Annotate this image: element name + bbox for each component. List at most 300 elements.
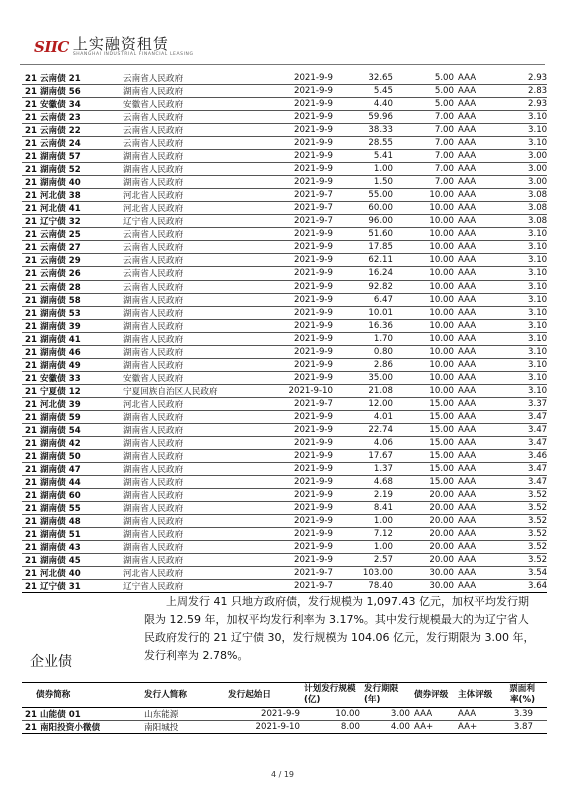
cell-coupon-rate: 3.10 bbox=[528, 333, 547, 344]
table-row bbox=[22, 306, 547, 319]
cell-term: 10.00 bbox=[395, 306, 456, 319]
cell-term: 10.00 bbox=[395, 293, 456, 306]
cell-issue-date: 2021-9-9 bbox=[265, 541, 335, 554]
cell-bond-name: 21 云南债 24 bbox=[22, 137, 121, 150]
cell-issue-date: 2021-9-7 bbox=[265, 215, 335, 228]
summary-paragraph: 上周发行 41 只地方政府债，发行规模为 1,097.43 亿元，加权平均发行期限为 12.59 年，加权平均发行利率为 3.17%。其中发行规模最大的为辽宁省人民政府发行的 21 辽宁债 30，发行规模为 104.06 亿元，发行期限为 3.00 年，发行利率为 2.78%。 bbox=[144, 595, 535, 662]
table-row bbox=[22, 541, 547, 554]
cell-issue-size: 78.40 bbox=[335, 580, 395, 593]
table-row bbox=[22, 319, 547, 332]
header-term: 发行期限(年) bbox=[362, 683, 412, 708]
cell-issuer: 湖南省人民政府 bbox=[121, 85, 265, 98]
cell-coupon-rate: 3.08 bbox=[528, 190, 547, 201]
cell-issue-size: 0.80 bbox=[335, 345, 395, 358]
table-row bbox=[22, 462, 547, 475]
cell-coupon-rate: 3.00 bbox=[528, 151, 547, 162]
cell-rating: AAA bbox=[456, 423, 526, 436]
cell-bond-name: 21 湖南债 57 bbox=[22, 150, 121, 163]
company-name-en: SHANGHAI INDUSTRIAL FINANCIAL LEASING bbox=[72, 52, 194, 57]
cell-issuer: 云南省人民政府 bbox=[121, 228, 265, 241]
cell-issuer: 湖南省人民政府 bbox=[121, 462, 265, 475]
cell-bond-name: 21 安徽债 33 bbox=[22, 371, 121, 384]
table-row bbox=[22, 384, 547, 397]
cell-bond-name: 21 湖南债 51 bbox=[22, 528, 121, 541]
cell-issuer: 河北省人民政府 bbox=[121, 189, 265, 202]
cell-bond-name: 21 宁夏债 12 bbox=[22, 384, 121, 397]
cell-issue-size: 5.45 bbox=[335, 85, 395, 98]
cell-term: 7.00 bbox=[395, 163, 456, 176]
cell-rating: AAA bbox=[456, 72, 526, 85]
cell-bond-name: 21 云南债 22 bbox=[22, 124, 121, 137]
cell-issue-size: 22.74 bbox=[335, 423, 395, 436]
cell-issue-size: 10.01 bbox=[335, 306, 395, 319]
cell-bond-name: 21 湖南债 48 bbox=[22, 515, 121, 528]
cell-issuer: 安徽省人民政府 bbox=[121, 98, 265, 111]
cell-bond-name: 21 湖南债 47 bbox=[22, 462, 121, 475]
cell-issuer: 湖南省人民政府 bbox=[121, 150, 265, 163]
cell-issue-size: 21.08 bbox=[335, 384, 395, 397]
cell-issuer: 河北省人民政府 bbox=[121, 567, 265, 580]
cell-term: 10.00 bbox=[395, 371, 456, 384]
cell-issue-date: 2021-9-9 bbox=[265, 124, 335, 137]
cell-issue-size: 1.70 bbox=[335, 332, 395, 345]
cell-coupon-rate: 3.87 bbox=[502, 721, 547, 734]
cell-term: 10.00 bbox=[395, 202, 456, 215]
cell-issue-size: 92.82 bbox=[335, 280, 395, 293]
cell-rating: AAA bbox=[456, 332, 526, 345]
cell-issue-size: 62.11 bbox=[335, 254, 395, 267]
cell-issue-size: 1.00 bbox=[335, 541, 395, 554]
table-row bbox=[22, 708, 547, 721]
cell-coupon-rate: 3.10 bbox=[528, 112, 547, 123]
cell-issue-date: 2021-9-9 bbox=[265, 449, 335, 462]
cell-term: 15.00 bbox=[395, 462, 456, 475]
table-row bbox=[22, 228, 547, 241]
cell-term: 20.00 bbox=[395, 541, 456, 554]
cell-issue-date: 2021-9-10 bbox=[265, 384, 335, 397]
table-row bbox=[22, 528, 547, 541]
cell-rating: AAA bbox=[456, 371, 526, 384]
cell-coupon-rate: 3.08 bbox=[528, 216, 547, 227]
table-row bbox=[22, 267, 547, 280]
cell-issuer: 云南省人民政府 bbox=[121, 111, 265, 124]
cell-term: 10.00 bbox=[395, 345, 456, 358]
cell-rating: AAA bbox=[456, 489, 526, 502]
cell-issue-size: 51.60 bbox=[335, 228, 395, 241]
cell-issuer: 湖南省人民政府 bbox=[121, 554, 265, 567]
cell-term: 10.00 bbox=[395, 228, 456, 241]
cell-rating: AAA bbox=[456, 306, 526, 319]
table-row bbox=[22, 98, 547, 111]
cell-rating: AAA bbox=[456, 98, 526, 111]
header-planned-size: 计划发行规模(亿) bbox=[302, 683, 362, 708]
cell-issue-date: 2021-9-9 bbox=[265, 98, 335, 111]
cell-issuer: 湖南省人民政府 bbox=[121, 332, 265, 345]
table-row bbox=[22, 721, 547, 734]
cell-issue-date: 2021-9-9 bbox=[265, 319, 335, 332]
local-government-bond-table bbox=[22, 72, 547, 593]
table-row bbox=[22, 332, 547, 345]
cell-issue-size: 1.00 bbox=[335, 163, 395, 176]
cell-term: 10.00 bbox=[395, 189, 456, 202]
table-row bbox=[22, 371, 547, 384]
table-row bbox=[22, 176, 547, 189]
cell-issue-date: 2021-9-7 bbox=[265, 189, 335, 202]
cell-bond-name: 21 湖南债 56 bbox=[22, 85, 121, 98]
cell-coupon-rate: 3.52 bbox=[528, 516, 547, 527]
cell-coupon-rate: 3.10 bbox=[528, 229, 547, 240]
cell-bond-name: 21 湖南债 40 bbox=[22, 176, 121, 189]
cell-issue-date: 2021-9-9 bbox=[265, 502, 335, 515]
cell-bond-name: 21 湖南债 60 bbox=[22, 489, 121, 502]
cell-issuer: 湖南省人民政府 bbox=[121, 436, 265, 449]
cell-planned-size: 10.00 bbox=[302, 708, 362, 721]
cell-issue-size: 55.00 bbox=[335, 189, 395, 202]
cell-rating: AAA bbox=[456, 528, 526, 541]
cell-planned-size: 8.00 bbox=[302, 721, 362, 734]
cell-term: 30.00 bbox=[395, 580, 456, 593]
cell-bond-name: 21 云南债 21 bbox=[22, 72, 121, 85]
cell-coupon-rate: 3.10 bbox=[528, 138, 547, 149]
cell-issue-date: 2021-9-9 bbox=[265, 163, 335, 176]
cell-bond-name: 21 辽宁债 32 bbox=[22, 215, 121, 228]
cell-term: 10.00 bbox=[395, 358, 456, 371]
cell-bond-name: 21 湖南债 49 bbox=[22, 358, 121, 371]
cell-term: 10.00 bbox=[395, 280, 456, 293]
cell-issuer: 辽宁省人民政府 bbox=[121, 580, 265, 593]
cell-term: 20.00 bbox=[395, 489, 456, 502]
cell-issue-size: 96.00 bbox=[335, 215, 395, 228]
header-issue-date: 发行起始日 bbox=[226, 683, 302, 708]
cell-rating: AAA bbox=[456, 189, 526, 202]
cell-issue-date: 2021-9-9 bbox=[265, 280, 335, 293]
cell-coupon-rate: 3.10 bbox=[528, 255, 547, 266]
table-row bbox=[22, 475, 547, 488]
cell-rating: AAA bbox=[456, 202, 526, 215]
header-bond-rating: 债券评级 bbox=[412, 683, 456, 708]
cell-bond-name: 21 湖南债 42 bbox=[22, 436, 121, 449]
cell-bond-name: 21 湖南债 46 bbox=[22, 345, 121, 358]
cell-coupon-rate: 3.47 bbox=[528, 424, 547, 435]
cell-term: 10.00 bbox=[395, 254, 456, 267]
cell-coupon-rate: 3.47 bbox=[528, 411, 547, 422]
cell-issue-date: 2021-9-9 bbox=[265, 423, 335, 436]
cell-issue-size: 35.00 bbox=[335, 371, 395, 384]
cell-issue-date: 2021-9-9 bbox=[265, 293, 335, 306]
cell-term: 7.00 bbox=[395, 176, 456, 189]
cell-term: 10.00 bbox=[395, 241, 456, 254]
cell-issue-date: 2021-9-9 bbox=[265, 137, 335, 150]
cell-issuer: 湖南省人民政府 bbox=[121, 515, 265, 528]
table-row bbox=[22, 580, 547, 593]
cell-issue-date: 2021-9-9 bbox=[226, 708, 302, 721]
table-row bbox=[22, 254, 547, 267]
cell-rating: AAA bbox=[456, 436, 526, 449]
cell-issue-date: 2021-9-9 bbox=[265, 228, 335, 241]
cell-coupon-rate: 3.64 bbox=[528, 581, 547, 592]
cell-bond-name: 21 辽宁债 31 bbox=[22, 580, 121, 593]
cell-coupon-rate: 2.93 bbox=[528, 99, 547, 110]
cell-issue-date: 2021-9-9 bbox=[265, 150, 335, 163]
cell-bond-name: 21 河北债 38 bbox=[22, 189, 121, 202]
cell-coupon-rate: 3.10 bbox=[528, 242, 547, 253]
cell-issuer: 湖南省人民政府 bbox=[121, 489, 265, 502]
cell-issue-date: 2021-9-9 bbox=[265, 475, 335, 488]
cell-issue-size: 2.57 bbox=[335, 554, 395, 567]
table-row bbox=[22, 150, 547, 163]
cell-issue-size: 6.47 bbox=[335, 293, 395, 306]
table-row bbox=[22, 502, 547, 515]
cell-bond-name: 21 湖南债 54 bbox=[22, 423, 121, 436]
cell-bond-name: 21 云南债 29 bbox=[22, 254, 121, 267]
cell-coupon-rate: 3.52 bbox=[528, 503, 547, 514]
table-row bbox=[22, 202, 547, 215]
cell-coupon-rate: 2.93 bbox=[528, 73, 547, 84]
cell-bond-name: 21 云南债 27 bbox=[22, 241, 121, 254]
cell-term: 10.00 bbox=[395, 215, 456, 228]
cell-issue-size: 7.12 bbox=[335, 528, 395, 541]
cell-term: 20.00 bbox=[395, 502, 456, 515]
cell-issuer: 辽宁省人民政府 bbox=[121, 215, 265, 228]
table-row bbox=[22, 358, 547, 371]
cell-issuer: 南阳城投 bbox=[142, 721, 226, 734]
cell-issue-size: 32.65 bbox=[335, 72, 395, 85]
cell-issue-size: 60.00 bbox=[335, 202, 395, 215]
cell-issuer: 河北省人民政府 bbox=[121, 202, 265, 215]
cell-issuer: 湖南省人民政府 bbox=[121, 541, 265, 554]
header-issuer-rating: 主体评级 bbox=[456, 683, 502, 708]
cell-term: 20.00 bbox=[395, 528, 456, 541]
cell-issue-date: 2021-9-9 bbox=[265, 267, 335, 280]
cell-coupon-rate: 3.52 bbox=[528, 490, 547, 501]
cell-issue-size: 38.33 bbox=[335, 124, 395, 137]
cell-rating: AAA bbox=[456, 137, 526, 150]
cell-issue-size: 4.40 bbox=[335, 98, 395, 111]
cell-bond-name: 21 湖南债 50 bbox=[22, 449, 121, 462]
cell-bond-name: 21 云南债 23 bbox=[22, 111, 121, 124]
cell-issue-size: 1.37 bbox=[335, 462, 395, 475]
section-title-corporate-bonds: 企业债 bbox=[30, 654, 72, 670]
cell-rating: AAA bbox=[456, 85, 526, 98]
cell-rating: AAA bbox=[456, 215, 526, 228]
cell-rating: AAA bbox=[456, 462, 526, 475]
cell-rating: AAA bbox=[456, 567, 526, 580]
cell-issuer: 湖南省人民政府 bbox=[121, 410, 265, 423]
cell-coupon-rate: 3.10 bbox=[528, 125, 547, 136]
cell-issue-date: 2021-9-10 bbox=[226, 721, 302, 734]
cell-rating: AAA bbox=[456, 358, 526, 371]
cell-term: 15.00 bbox=[395, 397, 456, 410]
cell-issue-size: 2.86 bbox=[335, 358, 395, 371]
cell-coupon-rate: 3.10 bbox=[528, 346, 547, 357]
cell-coupon-rate: 2.83 bbox=[528, 86, 547, 97]
table-row bbox=[22, 449, 547, 462]
cell-coupon-rate: 3.52 bbox=[528, 542, 547, 553]
cell-bond-name: 21 湖南债 43 bbox=[22, 541, 121, 554]
cell-rating: AAA bbox=[456, 163, 526, 176]
cell-coupon-rate: 3.10 bbox=[528, 268, 547, 279]
cell-coupon-rate: 3.10 bbox=[528, 320, 547, 331]
cell-issue-date: 2021-9-7 bbox=[265, 580, 335, 593]
cell-issue-size: 103.00 bbox=[335, 567, 395, 580]
cell-term: 30.00 bbox=[395, 567, 456, 580]
cell-bond-rating: AA+ bbox=[412, 721, 456, 734]
cell-coupon-rate: 3.47 bbox=[528, 437, 547, 448]
table-row bbox=[22, 567, 547, 580]
cell-issue-size: 16.36 bbox=[335, 319, 395, 332]
cell-term: 7.00 bbox=[395, 124, 456, 137]
cell-coupon-rate: 3.10 bbox=[528, 281, 547, 292]
cell-issue-size: 2.19 bbox=[335, 489, 395, 502]
cell-issue-date: 2021-9-9 bbox=[265, 345, 335, 358]
cell-issue-date: 2021-9-9 bbox=[265, 371, 335, 384]
cell-coupon-rate: 3.00 bbox=[528, 164, 547, 175]
cell-coupon-rate: 3.47 bbox=[528, 463, 547, 474]
cell-bond-name: 21 云南债 28 bbox=[22, 280, 121, 293]
cell-rating: AAA bbox=[456, 150, 526, 163]
cell-issue-size: 8.41 bbox=[335, 502, 395, 515]
table-row bbox=[22, 124, 547, 137]
cell-rating: AAA bbox=[456, 267, 526, 280]
cell-issue-size: 16.24 bbox=[335, 267, 395, 280]
cell-rating: AAA bbox=[456, 228, 526, 241]
cell-rating: AAA bbox=[456, 176, 526, 189]
cell-coupon-rate: 3.47 bbox=[528, 476, 547, 487]
cell-bond-name: 21 湖南债 52 bbox=[22, 163, 121, 176]
cell-rating: AAA bbox=[456, 449, 526, 462]
cell-coupon-rate: 3.10 bbox=[528, 359, 547, 370]
cell-bond-name: 21 湖南债 39 bbox=[22, 319, 121, 332]
cell-issue-size: 4.68 bbox=[335, 475, 395, 488]
cell-issue-date: 2021-9-9 bbox=[265, 176, 335, 189]
cell-coupon-rate: 3.54 bbox=[528, 568, 547, 579]
cell-issue-size: 17.85 bbox=[335, 241, 395, 254]
cell-coupon-rate: 3.08 bbox=[528, 203, 547, 214]
cell-bond-name: 21 河北债 39 bbox=[22, 397, 121, 410]
cell-issuer: 湖南省人民政府 bbox=[121, 528, 265, 541]
cell-issue-size: 4.06 bbox=[335, 436, 395, 449]
cell-term: 5.00 bbox=[395, 98, 456, 111]
cell-term: 15.00 bbox=[395, 449, 456, 462]
table-row bbox=[22, 345, 547, 358]
cell-issue-date: 2021-9-9 bbox=[265, 254, 335, 267]
cell-term: 15.00 bbox=[395, 475, 456, 488]
cell-rating: AAA bbox=[456, 554, 526, 567]
cell-issue-size: 4.01 bbox=[335, 410, 395, 423]
cell-coupon-rate: 3.10 bbox=[528, 294, 547, 305]
cell-issuer: 湖南省人民政府 bbox=[121, 319, 265, 332]
cell-rating: AAA bbox=[456, 111, 526, 124]
weekly-summary bbox=[144, 593, 539, 665]
page-number: 4 / 19 bbox=[270, 770, 295, 779]
cell-issuer: 湖南省人民政府 bbox=[121, 293, 265, 306]
table-row bbox=[22, 280, 547, 293]
cell-issuer: 云南省人民政府 bbox=[121, 267, 265, 280]
cell-issue-date: 2021-9-9 bbox=[265, 436, 335, 449]
table-row bbox=[22, 163, 547, 176]
cell-issue-date: 2021-9-9 bbox=[265, 462, 335, 475]
cell-issuer: 山东能源 bbox=[142, 708, 226, 721]
cell-issue-date: 2021-9-9 bbox=[265, 489, 335, 502]
cell-term: 10.00 bbox=[395, 332, 456, 345]
cell-bond-name: 21 山能债 01 bbox=[22, 708, 142, 721]
cell-issuer: 湖南省人民政府 bbox=[121, 345, 265, 358]
cell-rating: AAA bbox=[456, 580, 526, 593]
cell-issuer: 湖南省人民政府 bbox=[121, 475, 265, 488]
corporate-table-header bbox=[22, 683, 547, 708]
cell-rating: AAA bbox=[456, 384, 526, 397]
cell-issuer: 云南省人民政府 bbox=[121, 72, 265, 85]
cell-bond-name: 21 湖南债 59 bbox=[22, 410, 121, 423]
table-row bbox=[22, 436, 547, 449]
table-row bbox=[22, 137, 547, 150]
cell-issuer: 湖南省人民政府 bbox=[121, 163, 265, 176]
cell-bond-name: 21 河北债 41 bbox=[22, 202, 121, 215]
siic-logo-mark: SIIC bbox=[34, 38, 69, 56]
table-row bbox=[22, 489, 547, 502]
table-row bbox=[22, 215, 547, 228]
header-bond-name: 债券简称 bbox=[22, 683, 142, 708]
cell-term: 10.00 bbox=[395, 319, 456, 332]
cell-issuer-rating: AA+ bbox=[456, 721, 502, 734]
cell-issue-size: 1.50 bbox=[335, 176, 395, 189]
cell-term: 7.00 bbox=[395, 137, 456, 150]
cell-rating: AAA bbox=[456, 254, 526, 267]
cell-rating: AAA bbox=[456, 280, 526, 293]
cell-issuer: 湖南省人民政府 bbox=[121, 306, 265, 319]
cell-rating: AAA bbox=[456, 515, 526, 528]
cell-rating: AAA bbox=[456, 124, 526, 137]
cell-issuer: 湖南省人民政府 bbox=[121, 449, 265, 462]
cell-issue-date: 2021-9-7 bbox=[265, 397, 335, 410]
cell-term: 15.00 bbox=[395, 423, 456, 436]
cell-issuer: 湖南省人民政府 bbox=[121, 176, 265, 189]
cell-bond-name: 21 湖南债 41 bbox=[22, 332, 121, 345]
cell-issue-date: 2021-9-9 bbox=[265, 358, 335, 371]
table-row bbox=[22, 111, 547, 124]
cell-issuer-rating: AAA bbox=[456, 708, 502, 721]
cell-bond-rating: AAA bbox=[412, 708, 456, 721]
cell-rating: AAA bbox=[456, 345, 526, 358]
cell-issuer: 云南省人民政府 bbox=[121, 137, 265, 150]
cell-issue-date: 2021-9-9 bbox=[265, 306, 335, 319]
header-issuer: 发行人简称 bbox=[142, 683, 226, 708]
cell-bond-name: 21 云南债 25 bbox=[22, 228, 121, 241]
cell-issue-date: 2021-9-9 bbox=[265, 111, 335, 124]
cell-issue-date: 2021-9-9 bbox=[265, 85, 335, 98]
cell-coupon-rate: 3.10 bbox=[528, 307, 547, 318]
cell-rating: AAA bbox=[456, 541, 526, 554]
cell-issuer: 云南省人民政府 bbox=[121, 280, 265, 293]
cell-coupon-rate: 3.39 bbox=[502, 708, 547, 721]
cell-issue-date: 2021-9-9 bbox=[265, 72, 335, 85]
cell-term: 7.00 bbox=[395, 150, 456, 163]
cell-issuer: 云南省人民政府 bbox=[121, 254, 265, 267]
table-row bbox=[22, 189, 547, 202]
cell-issuer: 云南省人民政府 bbox=[121, 241, 265, 254]
table-row bbox=[22, 554, 547, 567]
table-row bbox=[22, 397, 547, 410]
cell-term: 20.00 bbox=[395, 515, 456, 528]
cell-bond-name: 21 湖南债 45 bbox=[22, 554, 121, 567]
table-row bbox=[22, 410, 547, 423]
cell-coupon-rate: 3.00 bbox=[528, 177, 547, 188]
cell-rating: AAA bbox=[456, 475, 526, 488]
cell-rating: AAA bbox=[456, 293, 526, 306]
cell-term: 5.00 bbox=[395, 85, 456, 98]
cell-coupon-rate: 3.46 bbox=[528, 450, 547, 461]
cell-coupon-rate: 3.10 bbox=[528, 372, 547, 383]
